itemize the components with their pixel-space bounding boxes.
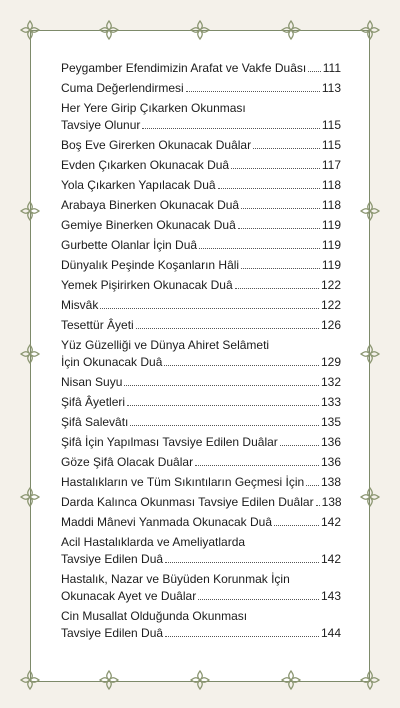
floral-ornament-icon <box>98 669 120 691</box>
toc-entry-row <box>61 257 341 274</box>
toc-entry-page-number: 122 <box>320 298 341 312</box>
toc-entry-page-number: 136 <box>320 435 341 449</box>
toc-entry-row <box>61 277 341 294</box>
toc-entry-title: Peygamber Efendimizin Arafat ve Vakfe Duâsı <box>61 61 307 75</box>
dotted-leader <box>165 636 319 637</box>
toc-entry[interactable] <box>61 394 341 411</box>
toc-entry[interactable] <box>61 434 341 451</box>
toc-entry-page-number: 122 <box>320 278 341 292</box>
toc-entry-title: Hastalıkların ve Tüm Sıkıntıların Geçmesi İçin <box>61 475 305 489</box>
toc-entry-row <box>61 494 341 511</box>
toc-entry-title: Şifâ Salevâtı <box>61 415 129 429</box>
floral-ornament-icon <box>98 19 120 41</box>
toc-entry-title: Maddi Mânevi Yanmada Okunacak Duâ <box>61 515 273 529</box>
dotted-leader <box>308 71 321 72</box>
toc-entry-row <box>61 551 341 568</box>
toc-entry[interactable] <box>61 534 341 568</box>
toc-entry[interactable] <box>61 337 341 371</box>
toc-entry-row <box>61 317 341 334</box>
toc-entry-title: Nisan Suyu <box>61 375 123 389</box>
toc-entry-page-number: 119 <box>321 258 341 272</box>
toc-entry-page-number: 138 <box>321 495 342 509</box>
toc-entry[interactable] <box>61 277 341 294</box>
toc-entry[interactable] <box>61 514 341 531</box>
dotted-leader <box>241 268 320 269</box>
toc-entry[interactable] <box>61 217 341 234</box>
floral-ornament-icon <box>359 343 381 365</box>
floral-ornament-icon <box>189 669 211 691</box>
toc-entry[interactable] <box>61 454 341 471</box>
toc-entry-row <box>61 297 341 314</box>
floral-ornament-icon <box>19 486 41 508</box>
toc-entry-title: Boş Eve Girerken Okunacak Duâlar <box>61 138 252 152</box>
toc-entry-title: İçin Okunacak Duâ <box>61 355 163 369</box>
toc-entry[interactable] <box>61 374 341 391</box>
dotted-leader <box>165 562 319 563</box>
toc-entry-title: Gurbette Olanlar İçin Duâ <box>61 238 198 252</box>
toc-entry[interactable] <box>61 474 341 491</box>
toc-entry-page-number: 142 <box>320 515 341 529</box>
toc-entry-title-line: Hastalık, Nazar ve Büyüden Korunmak İçin <box>61 572 290 586</box>
toc-entry-title: Dünyalık Peşinde Koşanların Hâli <box>61 258 240 272</box>
toc-entry[interactable] <box>61 414 341 431</box>
toc-entry[interactable] <box>61 317 341 334</box>
dotted-leader <box>274 525 319 526</box>
toc-entry-row <box>61 474 341 491</box>
toc-entry-row <box>61 354 341 371</box>
toc-entry-title-line: Acil Hastalıklarda ve Ameliyatlarda <box>61 535 246 549</box>
toc-entry-row <box>61 117 341 134</box>
dotted-leader <box>164 365 319 366</box>
toc-entry[interactable] <box>61 137 341 154</box>
toc-entry-row <box>61 514 341 531</box>
toc-entry[interactable] <box>61 608 341 642</box>
floral-ornament-icon <box>19 669 41 691</box>
toc-entry-row <box>61 454 341 471</box>
toc-entry-page-number: 132 <box>320 375 341 389</box>
dotted-leader <box>142 128 319 129</box>
dotted-leader <box>218 188 320 189</box>
dotted-leader <box>195 465 319 466</box>
dotted-leader <box>280 445 319 446</box>
dotted-leader <box>136 328 319 329</box>
dotted-leader <box>130 425 319 426</box>
toc-entry-page-number: 135 <box>320 415 341 429</box>
toc-entry-title-line: Yüz Güzelliği ve Dünya Ahiret Selâmeti <box>61 338 270 352</box>
floral-ornament-icon <box>359 669 381 691</box>
toc-entry[interactable] <box>61 100 341 134</box>
dotted-leader <box>241 208 320 209</box>
toc-entry-row <box>61 197 341 214</box>
toc-entry-page-number: 133 <box>320 395 341 409</box>
toc-entry-row <box>61 625 341 642</box>
toc-entry-page-number: 118 <box>321 178 341 192</box>
toc-entry-row <box>61 177 341 194</box>
toc-entry-title: Gemiye Binerken Okunacak Duâ <box>61 218 236 232</box>
toc-entry-row <box>61 434 341 451</box>
dotted-leader <box>186 91 320 92</box>
dotted-leader <box>127 405 319 406</box>
toc-entry-page-number: 136 <box>320 455 341 469</box>
toc-entry-row <box>61 60 341 77</box>
toc-entry-row <box>61 394 341 411</box>
toc-entry-title: Tesettür Âyeti <box>61 318 134 332</box>
dotted-leader <box>231 168 320 169</box>
toc-entry[interactable] <box>61 60 341 77</box>
toc-entry-row <box>61 80 341 97</box>
toc-entry-title: Yola Çıkarken Yapılacak Duâ <box>61 178 216 192</box>
toc-entry-page-number: 129 <box>320 355 341 369</box>
toc-entry-title: Şifâ Âyetleri <box>61 395 126 409</box>
toc-entry[interactable] <box>61 237 341 254</box>
toc-entry-title: Tavsiye Edilen Duâ <box>61 552 164 566</box>
toc-entry-title: Evden Çıkarken Okunacak Duâ <box>61 158 230 172</box>
dotted-leader <box>238 228 320 229</box>
toc-entry[interactable] <box>61 177 341 194</box>
toc-entry-row <box>61 374 341 391</box>
floral-ornament-icon <box>19 343 41 365</box>
toc-entry[interactable] <box>61 257 341 274</box>
toc-entry-page-number: 111 <box>322 61 341 75</box>
dotted-leader <box>198 599 319 600</box>
toc-entry-title: Yemek Pişirirken Okunacak Duâ <box>61 278 233 292</box>
floral-ornament-icon <box>19 19 41 41</box>
toc-entry-row <box>61 237 341 254</box>
toc-entry-title: Arabaya Binerken Okunacak Duâ <box>61 198 240 212</box>
toc-entry-title: Okunacak Ayet ve Duâlar <box>61 589 197 603</box>
toc-entry[interactable] <box>61 571 341 605</box>
dotted-leader <box>235 288 319 289</box>
toc-entry-title: Cuma Değerlendirmesi <box>61 81 184 95</box>
toc-entry-row <box>61 157 341 174</box>
toc-entry-page-number: 115 <box>321 138 341 152</box>
toc-entry[interactable] <box>61 157 341 174</box>
floral-ornament-icon <box>280 19 302 41</box>
toc-entry-page-number: 142 <box>320 552 341 566</box>
floral-ornament-icon <box>280 669 302 691</box>
toc-entry-page-number: 126 <box>320 318 341 332</box>
toc-entry-page-number: 113 <box>321 81 341 95</box>
dotted-leader <box>199 248 320 249</box>
floral-ornament-icon <box>359 486 381 508</box>
toc-entry[interactable] <box>61 297 341 314</box>
toc-entry-row <box>61 588 341 605</box>
toc-entry-page-number: 144 <box>320 626 341 640</box>
table-of-contents <box>61 60 341 645</box>
dotted-leader <box>316 505 320 506</box>
toc-entry-page-number: 138 <box>320 475 341 489</box>
toc-entry-title: Tavsiye Olunur <box>61 118 141 132</box>
toc-entry-page-number: 119 <box>321 238 341 252</box>
dotted-leader <box>100 308 319 309</box>
toc-entry-row <box>61 137 341 154</box>
toc-entry-title: Göze Şifâ Olacak Duâlar <box>61 455 194 469</box>
floral-ornament-icon <box>359 200 381 222</box>
toc-entry-title: Tavsiye Edilen Duâ <box>61 626 164 640</box>
toc-entry-page-number: 117 <box>321 158 341 172</box>
floral-ornament-icon <box>359 19 381 41</box>
toc-entry-title-line: Cin Musallat Olduğunda Okunması <box>61 609 248 623</box>
toc-entry-page-number: 143 <box>320 589 341 603</box>
toc-entry-title-line: Her Yere Girip Çıkarken Okunması <box>61 101 246 115</box>
toc-entry[interactable] <box>61 494 341 511</box>
floral-ornament-icon <box>189 19 211 41</box>
toc-entry-row <box>61 414 341 431</box>
toc-entry-title: Misvâk <box>61 298 99 312</box>
toc-entry-page-number: 119 <box>321 218 341 232</box>
dotted-leader <box>124 385 319 386</box>
floral-ornament-icon <box>19 200 41 222</box>
toc-entry[interactable] <box>61 80 341 97</box>
toc-entry-page-number: 115 <box>321 118 341 132</box>
dotted-leader <box>253 148 320 149</box>
toc-entry-title: Şifâ İçin Yapılması Tavsiye Edilen Duâlar <box>61 435 278 449</box>
toc-entry-page-number: 118 <box>321 198 341 212</box>
toc-entry-title: Darda Kalınca Okunması Tavsiye Edilen Duâlar <box>61 495 314 509</box>
dotted-leader <box>306 485 319 486</box>
toc-entry[interactable] <box>61 197 341 214</box>
toc-entry-row <box>61 217 341 234</box>
